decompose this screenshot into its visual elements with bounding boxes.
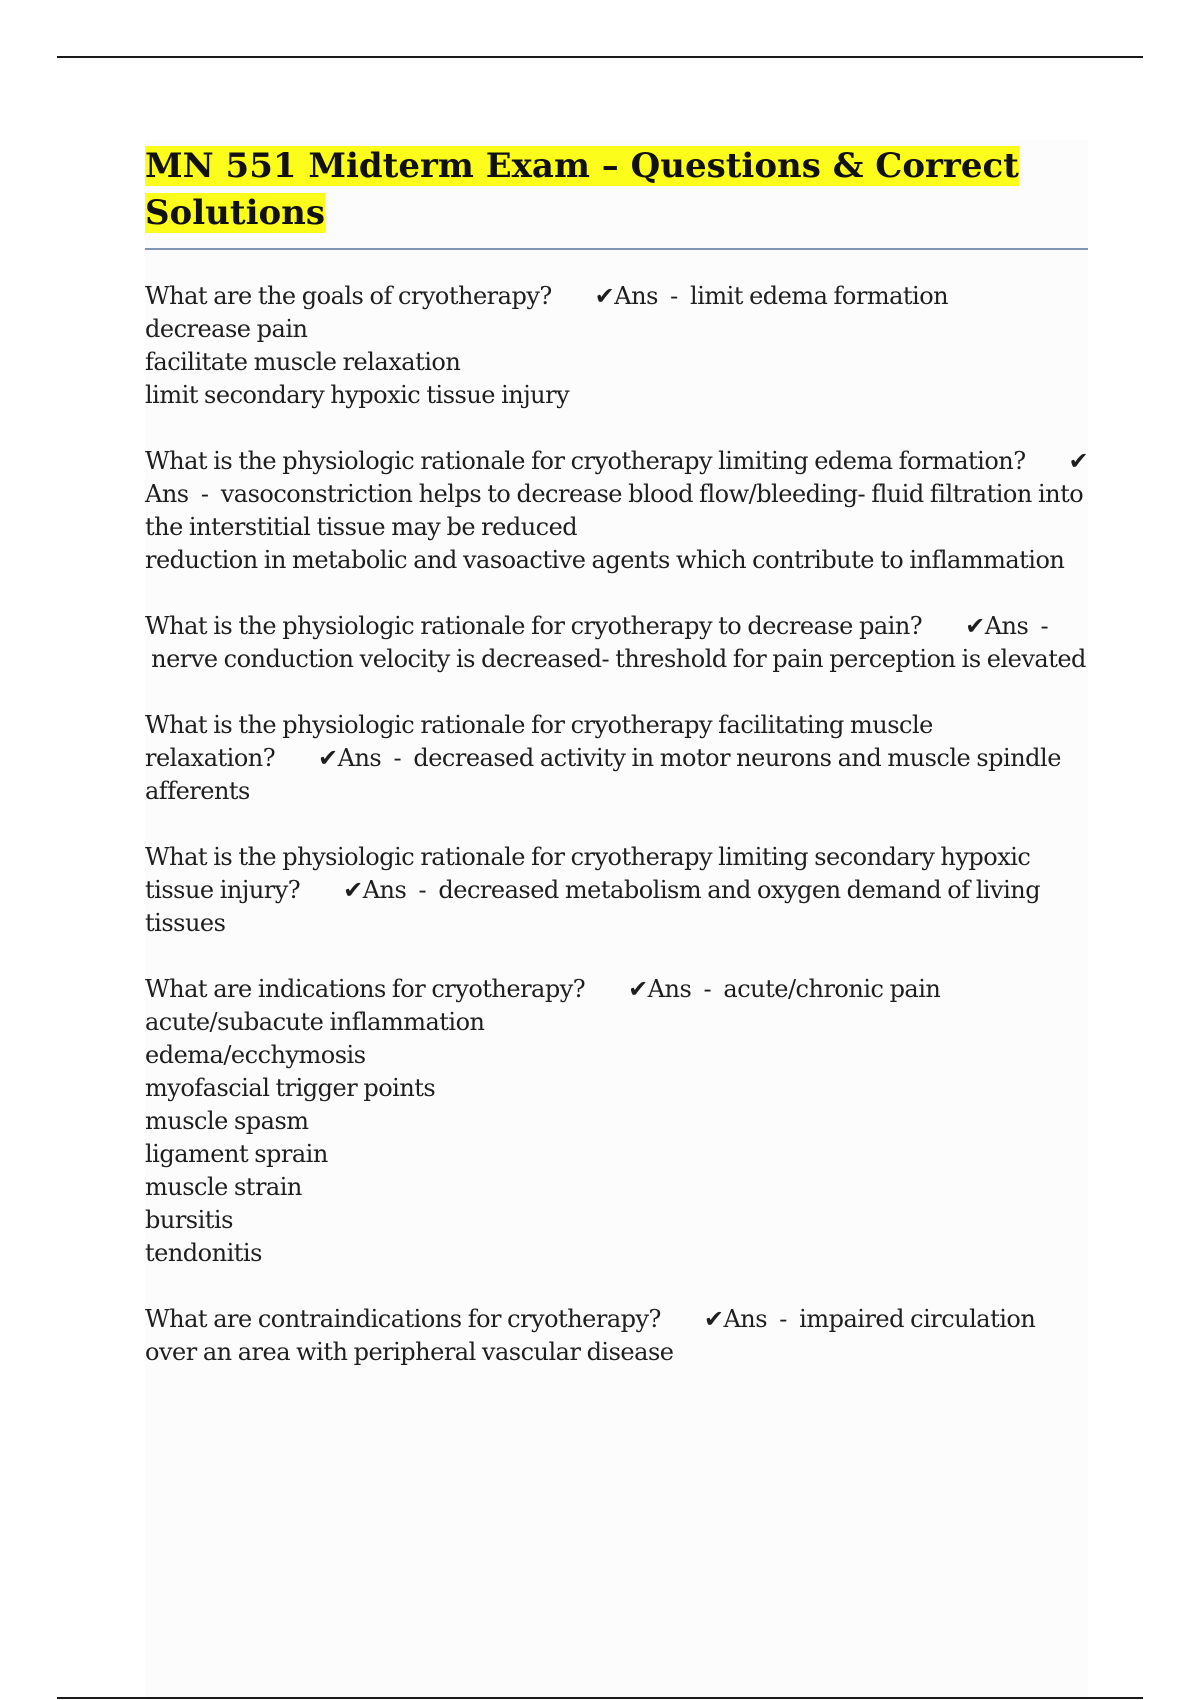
answer-line: edema/ecchymosis <box>145 1041 366 1069</box>
answer-prefix: Ans <box>145 480 189 508</box>
answer-text: limit edema formation <box>690 282 949 310</box>
qa-list <box>145 280 1090 1402</box>
answer-line: reduction in metabolic and vasoactive agents which contribute to inflammation <box>145 546 1065 574</box>
answer-line: facilitate muscle relaxation <box>145 348 461 376</box>
answer-text: acute/chronic pain <box>723 975 941 1003</box>
qa-question-line: What is the physiologic rationale for cryotherapy to decrease pain? ✔Ans - nerve conduction velocity is decreased- threshold for pain perception is elevated <box>145 612 1086 673</box>
answer-text: impaired circulation over an area with peripheral vascular disease <box>145 1305 1036 1366</box>
qa-item <box>145 610 1090 676</box>
answer-prefix: Ans <box>984 612 1029 640</box>
answer-text: decreased activity in motor neurons and muscle spindle afferents <box>145 744 1061 805</box>
answer-line: ligament sprain <box>145 1140 328 1168</box>
check-icon: ✔ <box>318 744 338 772</box>
qa-question-line: What are indications for cryotherapy? ✔Ans - acute/chronic pain <box>145 973 1090 1006</box>
answer-line: myofascial trigger points <box>145 1074 436 1102</box>
answer-line: bursitis <box>145 1206 233 1234</box>
qa-item <box>145 1303 1090 1369</box>
answer-text: vasoconstriction helps to decrease blood flow/bleeding- fluid filtration into the interstitial tissue may be reduced <box>145 480 1084 541</box>
answer-line: muscle strain <box>145 1173 302 1201</box>
answer-line: limit secondary hypoxic tissue injury <box>145 381 570 409</box>
qa-question-line: What are the goals of cryotherapy? ✔Ans - limit edema formation <box>145 280 1090 313</box>
question-text: What is the physiologic rationale for cryotherapy limiting edema formation? <box>145 447 1026 475</box>
qa-item <box>145 973 1090 1270</box>
check-icon: ✔ <box>628 975 648 1003</box>
answer-line: muscle spasm <box>145 1107 309 1135</box>
page-top-rule <box>57 56 1143 58</box>
page-bottom-rule <box>57 1697 1143 1699</box>
answer-prefix: Ans <box>337 744 382 772</box>
answer-prefix: Ans <box>647 975 692 1003</box>
qa-item <box>145 841 1090 940</box>
page-title <box>145 143 1085 237</box>
qa-item <box>145 709 1090 808</box>
qa-question-line: What is the physiologic rationale for cryotherapy facilitating muscle relaxation? ✔Ans - decreased activity in motor neurons and muscle spindle afferents <box>145 711 1061 805</box>
answer-prefix: Ans <box>614 282 658 310</box>
qa-item <box>145 445 1090 577</box>
question-text: What is the physiologic rationale for cryotherapy limiting secondary hypoxic tissue injury? <box>145 843 1031 904</box>
answer-text: nerve conduction velocity is decreased- threshold for pain perception is elevated <box>151 645 1086 673</box>
qa-question-line: What is the physiologic rationale for cryotherapy limiting secondary hypoxic tissue injury? ✔Ans - decreased metabolism and oxygen demand of living tissues <box>145 843 1041 937</box>
question-text: What are contraindications for cryotherapy? <box>145 1305 661 1333</box>
check-icon: ✔ <box>594 282 615 310</box>
answer-text: decreased metabolism and oxygen demand of living tissues <box>145 876 1041 937</box>
check-icon: ✔ <box>1068 447 1089 475</box>
question-text: What are the goals of cryotherapy? <box>145 282 552 310</box>
qa-item <box>145 280 1090 412</box>
check-icon: ✔ <box>703 1305 724 1333</box>
answer-line: acute/subacute inflammation <box>145 1008 485 1036</box>
check-icon: ✔ <box>965 612 985 640</box>
answer-line: decrease pain <box>145 315 308 343</box>
title-underline <box>145 248 1088 250</box>
title-highlight: MN 551 Midterm Exam – Questions & Correct Solutions <box>145 146 1019 233</box>
answer-line: tendonitis <box>145 1239 262 1267</box>
qa-question-line: What is the physiologic rationale for cryotherapy limiting edema formation? ✔Ans - vasoconstriction helps to decrease blood flow/bleeding- fluid filtration into the interstitial tissue may be reduced <box>145 447 1089 541</box>
question-text: What is the physiologic rationale for cryotherapy facilitating muscle relaxation? <box>145 711 933 772</box>
answer-prefix: Ans <box>723 1305 768 1333</box>
answer-prefix: Ans <box>362 876 407 904</box>
check-icon: ✔ <box>343 876 363 904</box>
question-text: What are indications for cryotherapy? <box>145 975 586 1003</box>
question-text: What is the physiologic rationale for cryotherapy to decrease pain? <box>145 612 923 640</box>
qa-question-line: What are contraindications for cryotherapy? ✔Ans - impaired circulation over an area with peripheral vascular disease <box>145 1305 1036 1366</box>
